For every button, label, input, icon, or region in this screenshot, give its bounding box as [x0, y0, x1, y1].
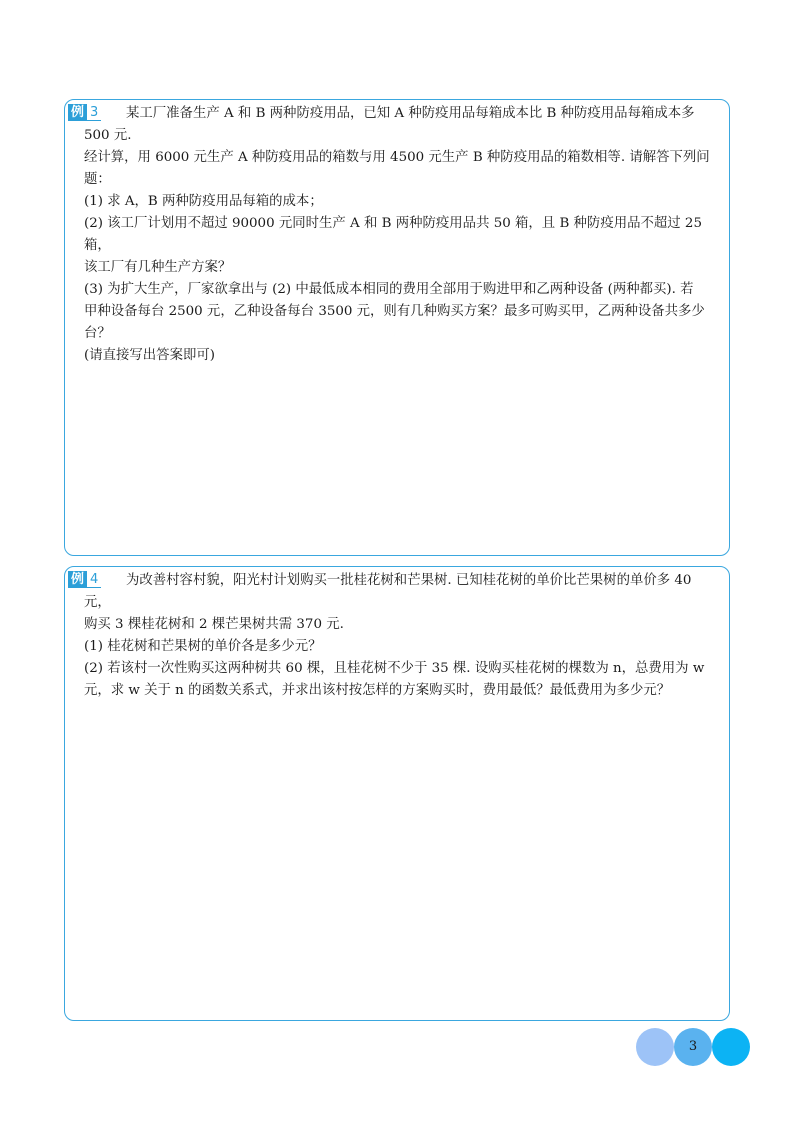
problem-line: 为改善村容村貌，阳光村计划购买一批桂花树和芒果树. 已知桂花树的单价比芒果树的单价多 40 元， [84, 573, 692, 610]
question-2-cont: 元，求 w 关于 n 的函数关系式，并求出该村按怎样的方案购买时，费用最低？最低费用为多少元？ [84, 683, 671, 698]
question-3-note: (请直接写出答案即可) [84, 348, 215, 363]
example-4-box [64, 566, 730, 1021]
question-2-cont: 该工厂有几种生产方案？ [84, 260, 232, 275]
problem-line: 某工厂准备生产 A 和 B 两种防疫用品，已知 A 种防疫用品每箱成本比 B 种防疫用品每箱成本多 500 元. [84, 106, 695, 143]
question-1: (1) 桂花树和芒果树的单价各是多少元？ [84, 639, 322, 654]
example-number: 4 [87, 571, 101, 588]
question-1: (1) 求 A，B 两种防疫用品每箱的成本； [84, 194, 323, 209]
page-number-decoration [636, 1028, 754, 1066]
example-tag-word: 例 [68, 104, 87, 121]
example-tag-word: 例 [68, 571, 87, 588]
problem-line: 购买 3 棵桂花树和 2 棵芒果树共需 370 元. [84, 617, 344, 632]
problem-line: 题： [84, 172, 111, 187]
example-4-text [84, 570, 719, 702]
question-2: (2) 该工厂计划用不超过 90000 元同时生产 A 和 B 两种防疫用品共 50 箱，且 B 种防疫用品不超过 25 箱， [84, 216, 702, 253]
example-3-text [84, 103, 719, 367]
question-3-cont: 甲种设备每台 2500 元，乙种设备每台 3500 元，则有几种购买方案？最多可购买甲，乙两种设备共多少台？ [84, 304, 705, 341]
question-3: (3) 为扩大生产，厂家欲拿出与 (2) 中最低成本相同的费用全部用于购进甲和乙两种设备 (两种都买). 若 [84, 282, 694, 297]
example-number: 3 [87, 104, 101, 121]
decorative-circle-left [636, 1028, 674, 1066]
question-2: (2) 若该村一次性购买这两种树共 60 棵，且桂花树不少于 35 棵. 设购买桂花树的棵数为 n，总费用为 w [84, 661, 705, 676]
example-3-box [64, 99, 730, 556]
page-number: 3 [688, 1039, 698, 1054]
decorative-circle-right [712, 1028, 750, 1066]
problem-line: 经计算，用 6000 元生产 A 种防疫用品的箱数与用 4500 元生产 B 种防疫用品的箱数相等. 请解答下列问 [84, 150, 710, 165]
